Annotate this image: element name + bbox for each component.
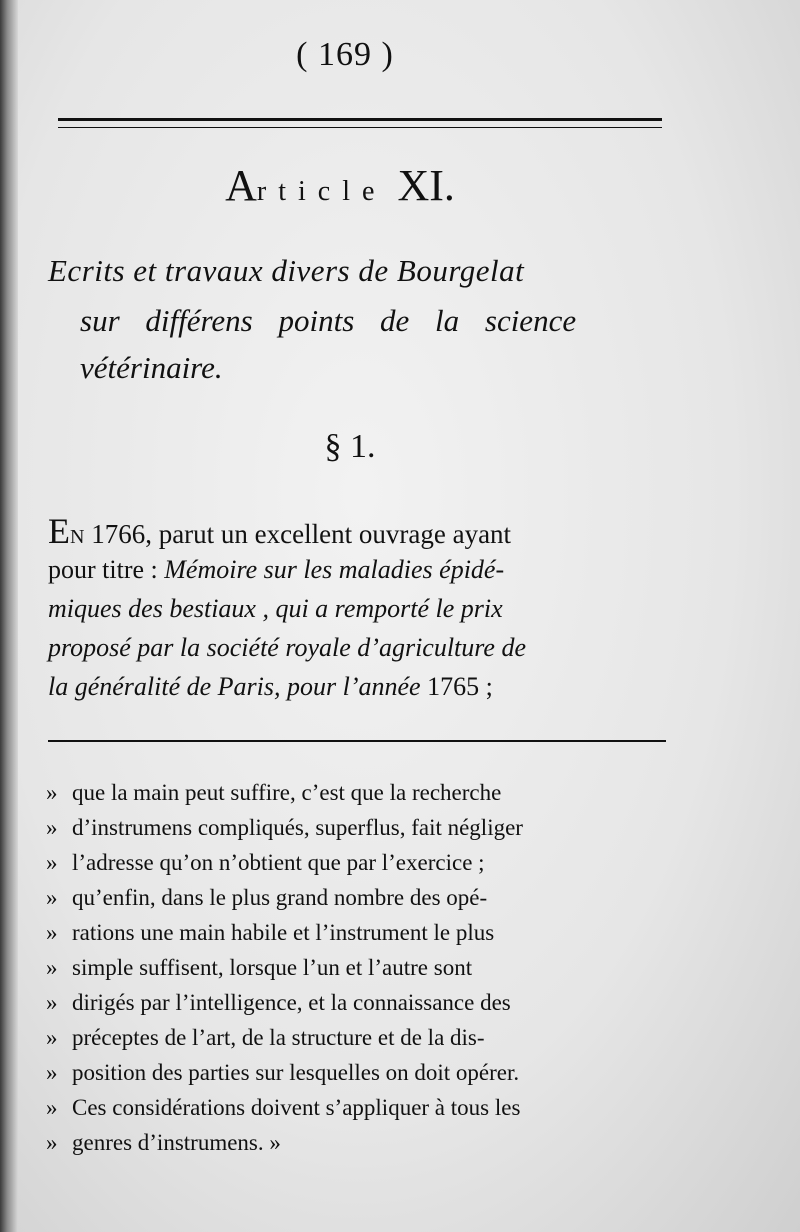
quote-line — [46, 1025, 485, 1051]
quote-line — [46, 1095, 520, 1121]
quote-mark: » — [46, 920, 58, 945]
quote-text: genres d’instrumens. » — [72, 1130, 281, 1155]
title-line-3: vétérinaire. — [80, 350, 223, 385]
quote-line — [46, 850, 485, 876]
article-word-rest: rticle — [256, 176, 387, 207]
body-line-2 — [48, 555, 504, 585]
quote-mark: » — [46, 850, 58, 875]
quote-line — [46, 815, 523, 841]
quote-mark: » — [46, 1130, 58, 1155]
header-double-rule — [58, 118, 662, 128]
body-line-4 — [48, 633, 526, 663]
quote-text: rations une main habile et l’instrument le plus — [72, 920, 495, 945]
quote-text: d’instrumens compliqués, superflus, fait négliger — [72, 815, 523, 840]
quote-line — [46, 885, 487, 911]
quote-line — [46, 780, 501, 806]
quote-mark: » — [46, 1025, 58, 1050]
body-line-3 — [48, 594, 503, 624]
quote-text: que la main peut suffire, c’est que la recherche — [72, 780, 502, 805]
quote-mark: » — [46, 780, 58, 805]
quote-text: qu’enfin, dans le plus grand nombre des opé- — [72, 885, 488, 910]
quote-text: l’adresse qu’on n’obtient que par l’exercice ; — [72, 850, 485, 875]
quote-mark: » — [46, 990, 58, 1015]
quote-mark: » — [46, 955, 58, 980]
body-line-1-text: 1766, parut un excellent ouvrage ayant — [84, 519, 512, 549]
small-cap: N — [70, 526, 85, 548]
title-line-1: Ecrits et travaux divers de Bourgelat — [48, 253, 525, 288]
footnote-rule — [48, 740, 666, 742]
quote-mark: » — [46, 815, 58, 840]
article-numeral: XI. — [397, 161, 455, 210]
quote-line — [46, 1130, 281, 1156]
body-line-2-italic: Mémoire sur les maladies épidé- — [164, 555, 505, 584]
quote-line — [46, 920, 494, 946]
body-line-5 — [48, 672, 493, 702]
title-line-2: sur différens points de la science — [80, 303, 577, 338]
quote-text: préceptes de l’art, de la structure et de la dis- — [72, 1025, 485, 1050]
body-line-3-italic: miques des bestiaux , qui a remporté le prix — [48, 594, 503, 623]
quote-mark: » — [46, 1095, 58, 1120]
body-line-4-italic: proposé par la société royale d’agriculture de — [48, 633, 527, 662]
body-line-5-plain: 1765 ; — [420, 672, 493, 701]
drop-cap: E — [48, 511, 70, 551]
quote-line — [46, 990, 511, 1016]
body-line-5-italic: la généralité de Paris, pour l’année — [48, 672, 421, 701]
article-heading — [0, 160, 680, 211]
body-line-1 — [48, 510, 511, 552]
quote-line — [46, 955, 472, 981]
quote-text: Ces considérations doivent s’appliquer à tous les — [72, 1095, 521, 1120]
quote-text: simple suffisent, lorsque l’un et l’autre sont — [72, 955, 473, 980]
quote-line — [46, 1060, 519, 1086]
quote-mark: » — [46, 885, 58, 910]
page-number: ( 169 ) — [296, 36, 394, 73]
body-line-2-plain: pour titre : — [48, 555, 165, 584]
article-initial: A — [225, 161, 257, 210]
quote-text: position des parties sur lesquelles on doit opérer. — [72, 1060, 520, 1085]
section-mark: § 1. — [324, 428, 376, 465]
quote-mark: » — [46, 1060, 58, 1085]
quote-text: dirigés par l’intelligence, et la connaissance des — [72, 990, 511, 1015]
